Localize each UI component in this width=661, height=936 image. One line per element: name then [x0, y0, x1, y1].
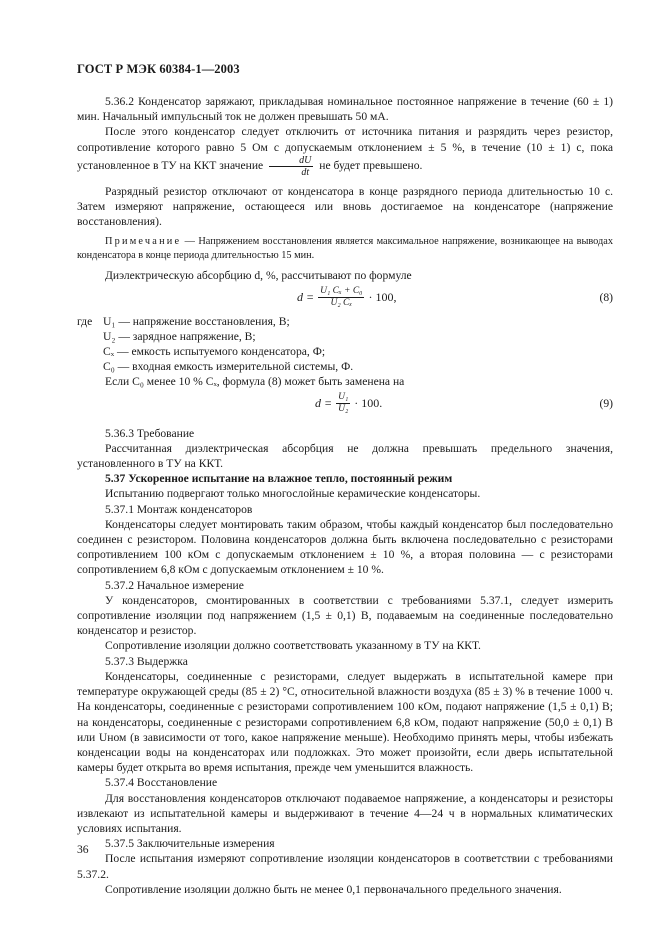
paragraph: Если C₀ менее 10 % Cₓ, формула (8) может быть заменена на — [105, 375, 405, 389]
formula-9-number: (9) — [599, 396, 613, 410]
paragraph: Рассчитанная диэлектрическая абсорбция не должна превышать предельного значения, установленного в ТУ на ККТ. — [77, 441, 613, 471]
note-label: Примечание — [105, 236, 182, 248]
formula-8-fraction: $\frac{\text{U₁ Cₓ + C₀}}{\text{U₂ Cₓ}}$ — [320, 285, 363, 308]
paragraph: Сопротивление изоляции должно соответствовать указанному в ТУ на ККТ. — [105, 639, 481, 653]
formula-9: d = $\frac{\text{U₁}}{\text{U₂}}$ · 100. (9) — [315, 391, 613, 414]
formula-8: d = $\frac{\text{U₁ Cₓ + C₀}}{\text{U₂ Cₓ}}$ · 100, (8) — [297, 285, 613, 308]
note-text: — Напряжением восстановления является максимальное напряжение, возникающее на выводах конденсатора в конце периода длительностью 15 мин. — [77, 236, 613, 261]
paragraph: Для восстановления конденсаторов отключают подаваемое напряжение, а конденсаторы и резисторы извлекают из испытательной камеры и выдерживают в течение 4—24 ч в нормальных климатических условиях испытания. — [77, 791, 613, 835]
formula-9-fraction: $\frac{\text{U₁}}{\text{U₂}}$ — [338, 391, 349, 414]
where-item: C₀ — входная емкость измерительной системы, Ф. — [103, 360, 354, 374]
page-number: 36 — [77, 843, 89, 856]
page-header: ГОСТ Р МЭК 60384-1—2003 — [77, 62, 240, 76]
document-body — [77, 94, 613, 897]
paragraph: Разрядный резистор отключают от конденсатора в конце разрядного периода длительностью 10 с. Затем измеряют напряжение, остающееся или вновь достигаемое на конденсаторе (напряжение восстановления). — [77, 184, 613, 229]
derivative-fraction: $\frac{dU}{dt}$ — [269, 155, 313, 178]
paragraph: У конденсаторов, смонтированных в соответствии с требованиями 5.37.1, следует измерить сопротивление изоляции под напряжением (1,5 ± 0,1) В, подаваемым на соединенные последовательно конденсатор и резистор. — [77, 593, 613, 638]
paragraph: Конденсаторы, соединенные с резисторами, следует выдержать в испытательной камере при температуре окружающей среды (85 ± 2) °С, относительной влажности воздуха (85 ± 3) % в течение 1000 ч. На конденсаторы, соединенные с резисторами сопротивлением 100 кОм, подают напряжение (1,5 ± 0,1) В; на конденсаторы, соединенные с резисторами сопротивлением 6,8 кОм, подают напряжение (50,0 ± 0,1) В или Uном (в зависимости от того, какое напряжение меньше). Необходимо принять меры, чтобы избежать конденсации воды на конденсаторах или подложках. Это может произойти, если дверь испытательной камеры будет открыта во время испытания, прежде чем уменьшится влажность. — [77, 669, 613, 775]
paragraph: Конденсаторы следует монтировать таким образом, чтобы каждый конденсатор был последовательно соединен с резистором. Половина конденсаторов должна быть включена последовательно с резисторами сопротивлением 100 кОм с допускаемым отклонением ± 10 %, а вторая половина — с резисторами сопротивлением 6,8 кОм с допускаемым отклонением ± 10 %. — [77, 517, 613, 577]
section-heading: 5.37.5 Заключительные измерения — [105, 837, 275, 851]
formula-8-number: (8) — [599, 290, 613, 304]
paragraph: 5.36.2 Конденсатор заряжают, прикладывая номинальное постоянное напряжение в течение (60 ± 1) мин. Начальный импульсный ток не должен превышать 50 мА. — [77, 95, 613, 124]
paragraph: После этого конденсатор следует отключить от источника питания и разрядить через резистор, сопротивление которого равно 5 Ом с допускаемым отклонением ± 5 %, в течение (10 ± 1) с, пока установленное в ТУ на ККТ значение $\frac{dU}{dt}$ не будет превышено. — [77, 125, 613, 178]
paragraph: Диэлектрическую абсорбцию d, %, рассчитывают по формуле — [105, 269, 412, 283]
where-item: U₂ — зарядное напряжение, В; — [103, 329, 256, 343]
section-heading: 5.37.3 Выдержка — [105, 654, 188, 668]
section-heading: 5.37.2 Начальное измерение — [105, 578, 244, 592]
where-list: где U₁ — напряжение восстановления, В; U₂ — зарядное напряжение, В; Cₓ — емкость испытуемого конденсатора, Ф; C₀ — входная емкость измерительной системы, Ф. — [77, 314, 613, 375]
section-heading: 5.37 Ускоренное испытание на влажное тепло, постоянный режим — [105, 472, 453, 486]
section-heading: 5.36.3 Требование — [105, 426, 195, 440]
section-heading: 5.37.1 Монтаж конденсаторов — [105, 502, 253, 516]
paragraph: После испытания измеряют сопротивление изоляции конденсаторов в соответствии с требованиями 5.37.2. — [77, 852, 613, 881]
paragraph: Сопротивление изоляции должно быть не менее 0,1 первоначального предельного значения. — [105, 882, 562, 896]
where-item: Cₓ — емкость испытуемого конденсатора, Ф; — [103, 345, 326, 359]
where-item: U₁ — напряжение восстановления, В; — [103, 314, 290, 328]
section-heading: 5.37.4 Восстановление — [105, 776, 218, 790]
note — [77, 235, 613, 262]
paragraph: Испытанию подвергают только многослойные керамические конденсаторы. — [105, 487, 481, 501]
